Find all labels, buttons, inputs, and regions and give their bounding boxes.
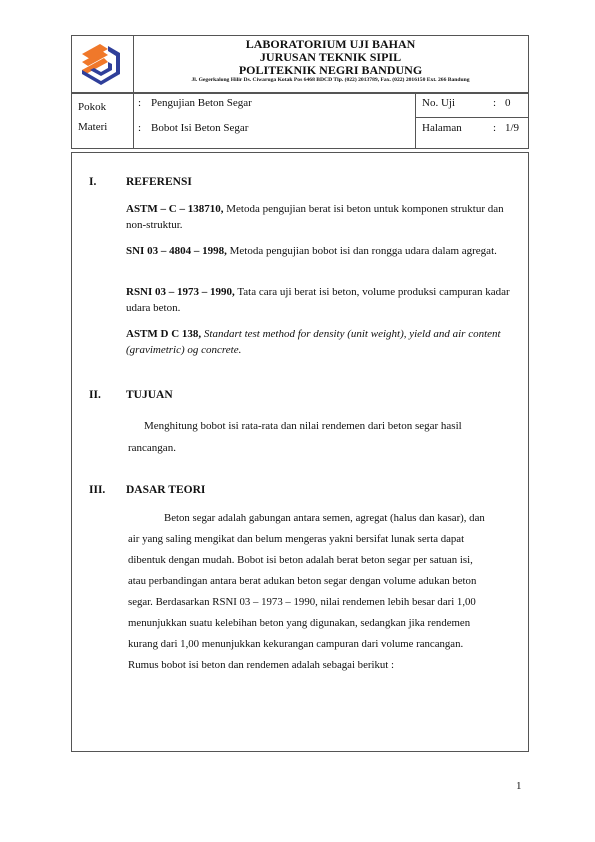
theory-paragraph <box>128 508 523 676</box>
info-hline-right <box>415 117 529 118</box>
theory-line: Rumus bobot isi beton dan rendemen adalah sebagai berikut : <box>128 659 394 671</box>
theory-line: Beton segar adalah gabungan antara semen, agregat (halus dan kasar), dan <box>164 512 485 524</box>
info-divider-left <box>133 93 134 149</box>
address-text: Jl. Gegerkalong Hilir Ds. Ciwaruga Kotak Pos 6468 BDCD Tlp. (022) 2013789, Fax. (022) 2016150 Ext. 266 Bandung <box>191 77 470 83</box>
section-2-title: TUJUAN <box>126 389 173 401</box>
tujuan-line-1: Menghitung bobot isi rata-rata dan nilai rendemen dari beton segar hasil <box>144 420 462 432</box>
reference-2-text: Metoda pengujian bobot isi dan rongga udara dalam agregat. <box>226 245 497 257</box>
theory-line: dibentuk dengan mudah. Bobot isi beton adalah berat beton segar per satuan isi, <box>128 554 473 566</box>
reference-3-text: Tata cara uji berat isi beton, volume produksi campuran kadar udara beton. <box>126 286 510 314</box>
section-3-number: III. <box>89 484 106 496</box>
no-uji-value: 0 <box>505 97 511 109</box>
reference-1 <box>126 201 521 233</box>
theory-line: air yang saling mengikat dan belum mengeras yakni bersifat lunak serta dapat <box>128 533 465 545</box>
reference-2 <box>126 243 521 259</box>
theory-line: kurang dari 1,00 menunjukkan kekurangan campuran dari volume rancangan. <box>128 638 464 650</box>
school-title: POLITEKNIK NEGRI BANDUNG <box>238 63 423 77</box>
info-divider-right <box>415 93 416 149</box>
colon-3: : <box>493 97 497 109</box>
topic-1: Pengujian Beton Segar <box>151 97 252 109</box>
section-2-number: II. <box>89 389 101 401</box>
materi-label: Materi <box>78 121 108 133</box>
dept-title: JURUSAN TEKNIK SIPIL <box>259 50 402 64</box>
page-number: 1 <box>516 780 522 792</box>
reference-1-code: ASTM – C – 138710, <box>126 203 224 215</box>
reference-4-code: ASTM D C 138, <box>126 328 202 340</box>
section-3-title: DASAR TEORI <box>126 484 206 496</box>
colon-2: : <box>138 122 142 134</box>
reference-3-code: RSNI 03 – 1973 – 1990, <box>126 286 235 298</box>
lab-title: LABORATORIUM UJI BAHAN <box>245 37 416 51</box>
theory-line: segar. Berdasarkan RSNI 03 – 1973 – 1990, nilai rendemen lebih besar dari 1,00 <box>128 596 476 608</box>
reference-4-text: Standart test method for density (unit weight), yield and air content (gravimetric) og concrete. <box>126 328 501 356</box>
section-1-title: REFERENSI <box>126 176 192 188</box>
no-uji-label: No. Uji <box>422 97 455 109</box>
colon-4: : <box>493 122 497 134</box>
reference-2-code: SNI 03 – 4804 – 1998, <box>126 245 227 257</box>
polban-logo-icon <box>78 40 124 88</box>
topic-2: Bobot Isi Beton Segar <box>151 122 249 134</box>
tujuan-line-2: rancangan. <box>128 442 176 454</box>
section-1-number: I. <box>89 176 97 188</box>
reference-4 <box>126 326 521 358</box>
reference-3 <box>126 284 521 316</box>
pokok-label: Pokok <box>78 101 107 113</box>
colon-1: : <box>138 97 142 109</box>
theory-line: menunjukkan suatu kelebihan beton yang digunakan, sedangkan jika rendemen <box>128 617 471 629</box>
halaman-value: 1/9 <box>505 122 520 134</box>
reference-1-text: Metoda pengujian berat isi beton untuk komponen struktur dan non-struktur. <box>126 203 504 231</box>
halaman-label: Halaman <box>422 122 462 134</box>
theory-line: atau perbandingan antara berat adukan beton segar dengan volume adukan beton <box>128 575 477 587</box>
